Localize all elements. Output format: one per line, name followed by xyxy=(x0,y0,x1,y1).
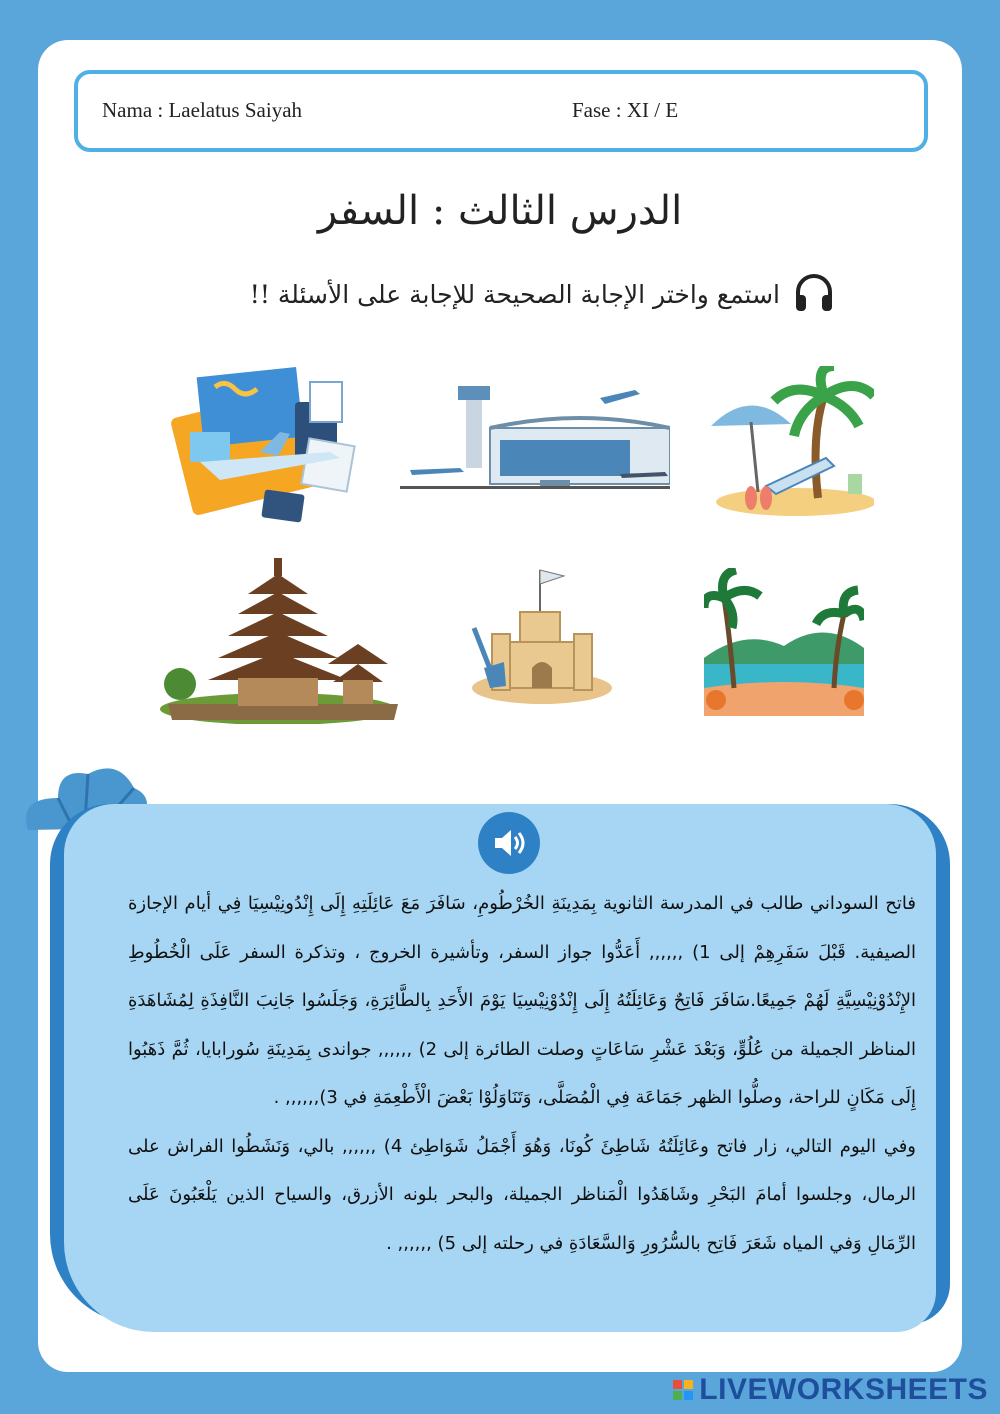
liveworksheets-brand xyxy=(673,1372,988,1408)
instruction-text: استمع واختر الإجابة الصحيحة للإجابة على الأسئلة !! xyxy=(249,279,780,309)
passage-paragraph-1: فاتح السوداني طالب في المدرسة الثانوية بِمَدِينَةِ الخُرْطُومِ، سَافَرَ مَعَ عَائِلَتِهِ إِلَى إِنْدُونِيْسِيَا فِي أيام الإجازة الصيفية. قَبْلَ سَفَرِهِمْ إلى 1) ,,,,,, أَعَدُّوا جواز السفر، وتأشيرة الخروج ، وتذكرة السفر عَلَى الْخُطُوطِ الإِنْدُوْنِيْسِيَّةِ لَهُمْ جَمِيعًا.سَافَرَ فَاتِحٌ وَعَائِلَتُهُ إِلَى إِنْدُوْنِيْسِيَا يَوْمَ الأَحَدِ بِالطَّائِرَةِ، وَجَلَسُوا جَانِبَ النَّافِذَةِ لِمُشَاهَدَةِ المناظر الجميلة من عُلُوٍّ، وَبَعْدَ عَشْرِ سَاعَاتٍ وصلت الطائرة إلى 2) ,,,,,, جواندى بِمَدِينَةِ سُورابايا، ثُمَّ ذَهَبُوا إِلَى مَكَانٍ للراحة، وصلُّوا الظهر جَمَاعَة فِي الْمُصَلَّى، وَتَنَاوَلُوْا بَعْضَ الْأَطْعِمَةِ في 3),,,,,, . xyxy=(128,893,916,1108)
student-phase: Fase : XI / E xyxy=(572,98,679,122)
brand-text: LIVEWORKSHEETS xyxy=(699,1373,988,1406)
instruction-line xyxy=(250,272,836,316)
airport-image xyxy=(400,378,670,502)
temple-image xyxy=(158,554,408,724)
reading-passage xyxy=(128,880,916,1268)
audio-play-button[interactable] xyxy=(478,812,540,874)
student-name: Nama : Laelatus Saiyah xyxy=(102,98,303,122)
travel-documents-image xyxy=(160,362,360,524)
lesson-title: الدرس الثالث : السفر xyxy=(317,188,683,234)
headphones-icon xyxy=(792,272,836,316)
speaker-icon xyxy=(489,823,529,863)
sandcastle-image xyxy=(464,564,614,704)
tropical-beach-image xyxy=(704,568,864,716)
student-info-box xyxy=(74,70,928,152)
brand-logo-icon xyxy=(673,1380,693,1400)
passage-paragraph-2: وفي اليوم التالي، زار فاتح وعَائِلَتُهُ شَاطِئَ كُونَا، وَهُوَ أَجْمَلُ شَوَاطِئ 4) ,,,,,, بالي، وَنَشَطُوا الفراش على الرمال، وجلسوا أمامَ البَحْرِ وشَاهَدُوا الْمَناظر الجميلة، والبحر بلونه الأزرق، والسياح الذين يَلْعَبُونَ عَلَى الرِّمَالِ وَفي المياه شَعَرَ فَاتِح بالسُّرُورِ وَالسَّعَادَةِ في رحلته إلى 5) ,,,,,, . xyxy=(128,1135,916,1254)
beach-chair-image xyxy=(706,366,874,518)
